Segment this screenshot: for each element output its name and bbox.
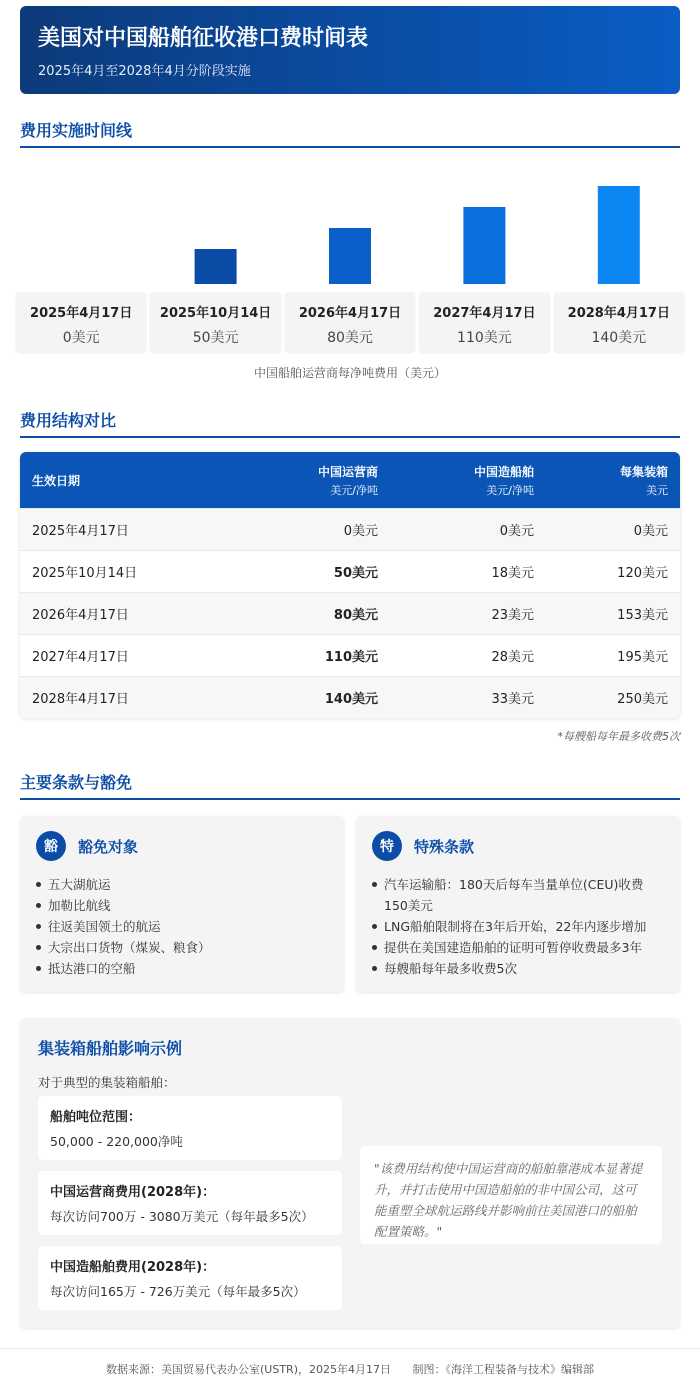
table-row (20, 676, 680, 718)
impact-title: 集装箱船舶影响示例 (38, 1039, 183, 1058)
timeline-card (554, 292, 684, 352)
table-footnote: *每艘船每年最多收费5次 (557, 730, 680, 743)
exempt-title: 豁免对象 (78, 837, 139, 856)
page-title: 美国对中国船舶征收港口费时间表 (38, 26, 369, 51)
section-title-terms: 主要条款与豁免 (20, 768, 680, 800)
special-title: 特殊条款 (414, 837, 475, 856)
timeline-bar (329, 228, 371, 284)
table-cell: 80美元 (333, 608, 378, 623)
timeline-value: 110美元 (457, 330, 512, 346)
table-cell: 2026年4月17日 (32, 608, 129, 623)
impact-key: 船舶吨位范围： (50, 1110, 142, 1125)
list-item: 加勒比航线 (36, 895, 328, 916)
timeline-date: 2026年4月17日 (298, 306, 402, 321)
impact-intro: 对于典型的集装箱船舶： (38, 1075, 176, 1090)
timeline-date: 2028年4月17日 (567, 306, 670, 321)
timeline-value: 80美元 (327, 330, 373, 346)
timeline-bar-chart (16, 158, 684, 288)
list-item: 抵达港口的空船 (36, 958, 328, 979)
table-row (20, 634, 680, 676)
table-row (20, 508, 680, 550)
table-cell: 140美元 (324, 692, 378, 707)
timeline-value: 140美元 (591, 330, 647, 346)
list-item: 往返美国领土的航运 (36, 916, 328, 937)
column-header: 生效日期 (32, 473, 81, 488)
table-cell: 250美元 (617, 692, 668, 707)
timeline-card (150, 292, 280, 352)
table-cell: 2027年4月17日 (32, 650, 129, 665)
impact-box (38, 1171, 342, 1235)
special-list (372, 874, 664, 979)
table-cell: 2025年4月17日 (32, 524, 129, 539)
table-cell: 23美元 (491, 608, 534, 623)
table-cell: 50美元 (333, 566, 378, 581)
fee-table (20, 452, 680, 718)
timeline-card (285, 292, 415, 352)
table-row (20, 592, 680, 634)
timeline-date: 2025年10月14日 (159, 306, 272, 321)
exemptions-card (20, 816, 344, 992)
footer-editor: 制图：《海洋工程装备与技术》编辑部 (412, 1363, 594, 1376)
table-cell: 0美元 (499, 524, 534, 539)
footer (0, 1348, 700, 1377)
table-row (20, 550, 680, 592)
list-item: 每艘船每年最多收费5次 (372, 958, 664, 979)
impact-key: 中国运营商费用(2028年)： (50, 1185, 216, 1200)
footer-source: 数据来源：美国贸易代表办公室(USTR)，2025年4月17日 (106, 1363, 391, 1376)
column-header: 每集装箱 美元 (619, 464, 668, 497)
table-cell: 195美元 (617, 650, 668, 665)
column-header: 中国造船舶 美元/净吨 (473, 464, 534, 497)
table-cell: 120美元 (617, 566, 668, 581)
list-item: 提供在美国建造船舶的证明可暂停收费最多3年 (372, 937, 664, 958)
list-item: 汽车运输船：180天后每车当量单位(CEU)收费150美元 (372, 874, 664, 916)
timeline-value: 0美元 (62, 330, 100, 346)
chart-caption: 中国船舶运营商每净吨费用（美元） (253, 366, 446, 380)
exempt-badge-icon: 豁 (36, 831, 66, 861)
table-header (20, 452, 680, 508)
impact-box (38, 1096, 342, 1160)
list-item: 五大湖航运 (36, 874, 328, 895)
table-cell: 2025年10月14日 (32, 566, 138, 581)
impact-quote: "该费用结构使中国运营商的船舶靠港成本显著提升，并打击使用中国造船舶的非中国公司，这可能重塑全球航运路线并影响前往美国港口的船舶配置策略。" (360, 1146, 662, 1244)
special-badge-icon: 特 (372, 831, 402, 861)
timeline-bar (195, 249, 237, 284)
special-terms-card (356, 816, 680, 992)
table-cell: 153美元 (617, 608, 668, 623)
exempt-list (36, 874, 328, 979)
timeline-value: 50美元 (192, 330, 239, 346)
timeline-card (419, 292, 549, 352)
impact-value: 50,000 - 220,000净吨 (50, 1134, 183, 1149)
page-subtitle: 2025年4月至2028年4月分阶段实施 (38, 64, 251, 79)
section-title-timeline: 费用实施时间线 (20, 116, 680, 148)
table-cell: 28美元 (491, 650, 534, 665)
impact-key: 中国造船舶费用(2028年)： (50, 1260, 216, 1275)
impact-box (38, 1246, 342, 1310)
table-cell: 0美元 (633, 524, 668, 539)
impact-value: 每次访问165万 - 726万美元（每年最多5次） (50, 1284, 306, 1299)
timeline-cards (16, 292, 684, 352)
table-cell: 33美元 (491, 692, 534, 707)
table-cell: 110美元 (324, 650, 378, 665)
timeline-date: 2025年4月17日 (30, 306, 133, 321)
impact-panel (20, 1018, 680, 1328)
column-header: 中国运营商 美元/净吨 (317, 464, 378, 497)
table-cell: 18美元 (491, 566, 534, 581)
section-title-structure: 费用结构对比 (20, 406, 680, 438)
impact-value: 每次访问700万 - 3080万美元（每年最多5次） (50, 1209, 314, 1224)
page-header (20, 6, 680, 94)
list-item: 大宗出口货物（煤炭、粮食） (36, 937, 328, 958)
table-cell: 2028年4月17日 (32, 692, 129, 707)
timeline-date: 2027年4月17日 (433, 306, 536, 321)
table-cell: 0美元 (343, 524, 378, 539)
timeline-bar (598, 186, 640, 284)
timeline-card (16, 292, 146, 352)
timeline-bar (463, 207, 505, 284)
list-item: LNG船舶限制将在3年后开始，22年内逐步增加 (372, 916, 664, 937)
